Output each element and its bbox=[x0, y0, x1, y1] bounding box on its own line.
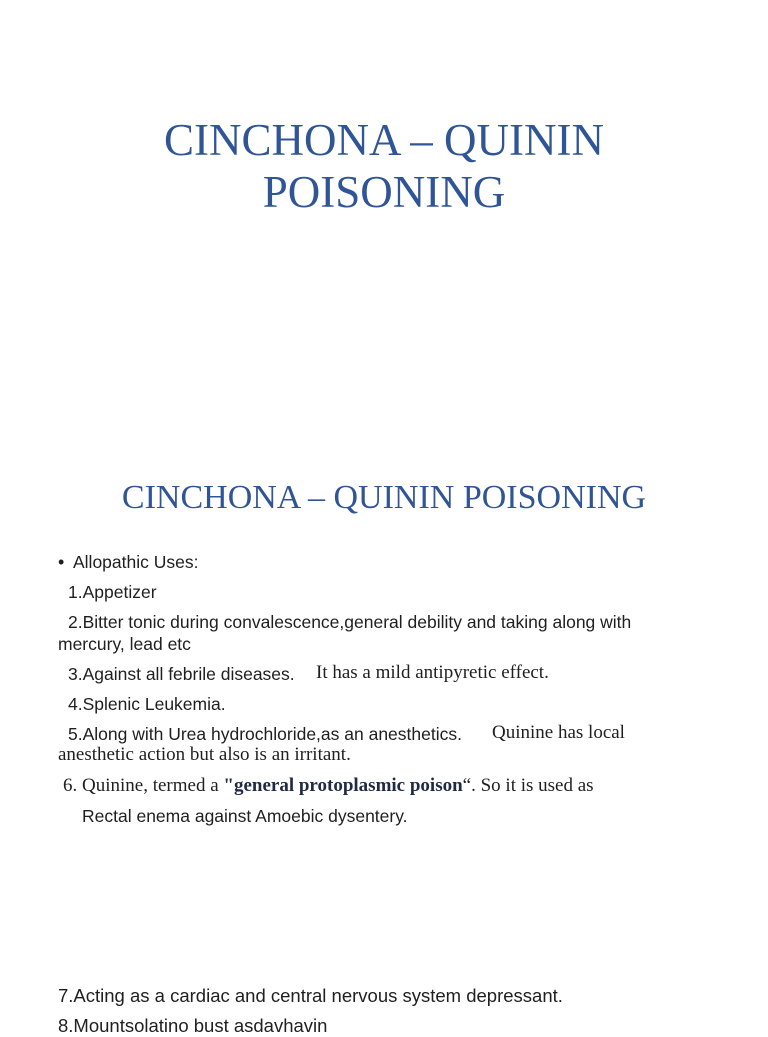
list-item-suffix: “. So it is used as bbox=[462, 775, 594, 796]
list-item: 8.Mountsolatino bust asdavhavin bbox=[58, 1015, 328, 1036]
slide-title bbox=[0, 114, 768, 218]
emphasis-term: "general protoplasmic poison bbox=[223, 775, 463, 796]
list-item: 1.Appetizer bbox=[68, 582, 157, 602]
list-item: 2.Bitter tonic during convalescence,general debility and taking along with bbox=[68, 612, 632, 632]
section-title: CINCHONA – QUININ POISONING bbox=[121, 479, 647, 516]
list-item: 4.Splenic Leukemia. bbox=[68, 694, 226, 714]
list-item-tail: It has a mild antipyretic effect. bbox=[316, 662, 549, 683]
list-item-continuation: Rectal enema against Amoebic dysentery. bbox=[82, 806, 408, 826]
bullet-icon: • bbox=[58, 552, 65, 572]
title-line-2: POISONING bbox=[262, 167, 506, 217]
list-item: 5.Along with Urea hydrochloride,as an anesthetics. bbox=[68, 724, 462, 744]
section-heading: Allopathic Uses: bbox=[73, 552, 199, 572]
list-item-prefix: 6. Quinine, termed a bbox=[63, 775, 224, 796]
list-item-continuation: anesthetic action but also is an irritant. bbox=[58, 744, 351, 765]
list-item bbox=[63, 775, 753, 797]
list-item-continuation: mercury, lead etc bbox=[58, 634, 191, 654]
title-line-1: CINCHONA – QUININ bbox=[164, 115, 604, 165]
list-item-number: 3.Against all febrile diseases. bbox=[68, 664, 295, 684]
list-item: 7.Acting as a cardiac and central nervous system depressant. bbox=[58, 985, 563, 1006]
list-item-tail: Quinine has local bbox=[492, 722, 625, 743]
